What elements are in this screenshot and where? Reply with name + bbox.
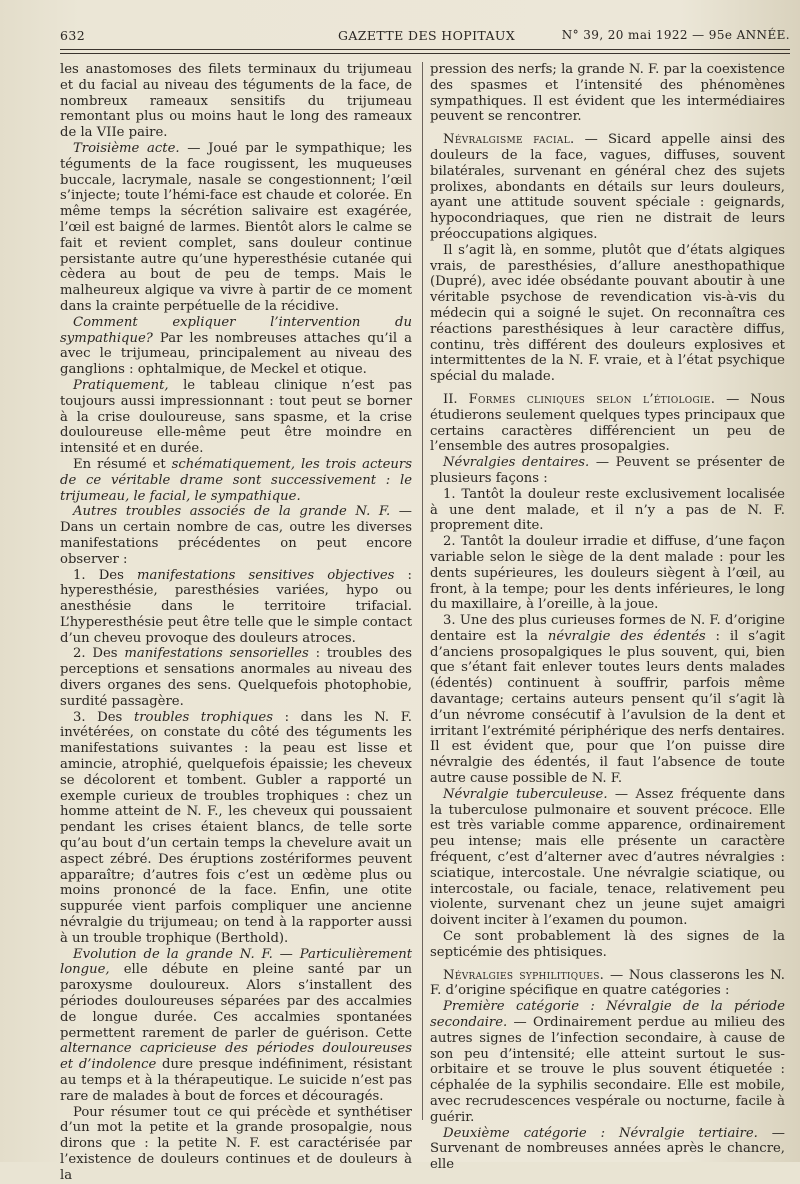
- list-item: 1. Des manifestations sensitives objectives : hyperesthésie, paresthésies variées, hypo ou anesthésie dans le territoire trifacial. L’hyperesthésie peut être telle que le simple contact d’un cheveu provoque des douleurs atroces.: [60, 567, 412, 646]
- header-rule-thin: [60, 53, 790, 54]
- paragraph: Pratiquement, le tableau clinique n’est pas toujours aussi impressionnant : tout peut se borner à la crise douloureuse, sans spasme, et la crise douloureuse elle-même peut être moindre en intensité et en durée.: [60, 377, 412, 457]
- section-heading-paragraph: II. Formes cliniques selon l’étiologie. — Nous étudierons seulement quelques types principaux que certains caractères différencient un peu de l’ensemble des autres prosopalgies.: [430, 391, 785, 455]
- paragraph: Autres troubles associés de la grande N. F. — Dans un certain nombre de cas, outre les diverses manifestations précédentes on peut encore observer :: [60, 504, 412, 567]
- column-divider: [422, 62, 423, 1120]
- list-item: 2. Des manifestations sensorielles : troubles des perceptions et sensations anormales au niveau des divers organes des sens. Quelquefois photophobie, surdité passagère.: [60, 646, 412, 709]
- paragraph: Deuxième catégorie : Névralgie tertiaire. — Survenant de nombreuses années après le chancre, elle: [430, 1125, 785, 1173]
- list-item: 3. Des troubles trophiques : dans les N. F. invétérées, on constate du côté des téguments les manifestations suivantes : la peau est lisse et amincie, atrophié, quelquefois épaissie; les cheveux se décolorent et tombent. Gubler a rapporté un exemple curieux de troubles trophiques : chez un homme atteint de N. F., les cheveux qui poussaient pendant les crises étaient blancs, de telle sorte qu’au bout d’un certain temps la chevelure avait un aspect zébré. Des éruptions zostériformes peuvent apparaître; d’autres fois c’est un œdème plus ou moins prononcé de la face. Enfin, une otite suppurée vient parfois compliquer une ancienne névralgie du trijumeau; on tend à la rapporter aussi à un trouble trophique (Berthold).: [60, 709, 412, 946]
- section-paragraph: Névralgies syphilitiques. — Nous classerons les N. F. d’origine spécifique en quatre catégories :: [430, 967, 785, 999]
- running-header: [60, 28, 790, 46]
- paragraph: Il s’agit là, en somme, plutôt que d’états algiques vrais, de paresthésies, d’allure anesthopathique (Dupré), avec idée obsédante pouvant aboutir à une véritable psychose de revendication vis-à-vis du médecin qui a soigné le sujet. On reconnaîtra ces réactions paresthésiques à leur caractère diffus, continu, très différent des douleurs explosives et intermittentes de la N. F. vraie, et à l’état psychique spécial du malade.: [430, 242, 785, 385]
- paragraph: Névralgies dentaires. — Peuvent se présenter de plusieurs façons :: [430, 455, 785, 486]
- list-item: 3. Une des plus curieuses formes de N. F. d’origine dentaire est la névralgie des édentés : il s’agit d’anciens prosopalgiques le plus souvent, qui, bien que s’étant fait enlever toutes leurs dents malades (édentés) continuent à souffrir, parfois même davantage; certains auteurs pensent qu’il s’agit là d’un névrome consécutif à l’avulsion de la dent et irritant l’extrémité périphérique des nerfs dentaires. Il est évident que, pour que l’on puisse dire névralgie des édentés, il faut l’absence de toute autre cause possible de N. F.: [430, 613, 785, 787]
- paragraph: Pour résumer tout ce qui précède et synthétiser d’un mot la petite et la grande prosopalgie, nous dirons que : la petite N. F. est caractérisée par l’existence de douleurs continues et de douleurs à la: [60, 1104, 412, 1183]
- paragraph: Névralgie tuberculeuse. — Assez fréquente dans la tuberculose pulmonaire et souvent précoce. Elle est très variable comme apparence, ordinairement peu intense; mais elle présente un caractère fréquent, c’est d’alterner avec d’autres névralgies : sciatique, intercostale. Une névralgie sciatique, ou intercostale, ou faciale, tenace, relativement peu violente, survenant chez un jeune sujet amaigri doivent inciter à l’examen du poumon.: [430, 786, 785, 929]
- right-column: [430, 62, 785, 1173]
- paragraph: Evolution de la grande N. F. — Particulièrement longue, elle débute en pleine santé par un paroxysme douloureux. Alors s’installent des périodes douloureuses séparées par des accalmies de longue durée. Ces accalmies spontanées permettent rarement de parler de guérison. Cette alternance capricieuse des périodes douloureuses et d’indolence dure presque indéfiniment, résistant au temps et à la thérapeutique. Le suicide n’est pas rare de malades à bout de forces et découragés.: [60, 946, 412, 1104]
- list-item: 2. Tantôt la douleur irradie et diffuse, d’une façon variable selon le siège de la dent malade : pour les dents supérieures, les douleurs siègent à l’œil, au front, à la tempe; pour les dents inférieures, le long du maxillaire, à l’oreille, à la joue.: [430, 534, 785, 613]
- paragraph: En résumé et schématiquement, les trois acteurs de ce véritable drame sont successivement : le trijumeau, le facial, le sympathique.: [60, 456, 412, 504]
- page-number: 632: [60, 28, 86, 43]
- paragraph: Comment expliquer l’intervention du sympathique? Par les nombreuses attaches qu’il a avec le trijumeau, principalement au niveau des ganglions : ophtalmique, de Meckel et otique.: [60, 314, 412, 378]
- issue-info: N° 39, 20 mai 1922 — 95e ANNÉE.: [561, 28, 790, 42]
- section-paragraph: Névralgisme facial. — Sicard appelle ainsi des douleurs de la face, vagues, diffuses, souvent bilatérales, survenant en général chez des sujets prolixes, abondants en détails sur leurs douleurs, ayant une attitude souvent spéciale : geignards, hypocondriaques, que rien ne distrait de leurs préoccupations algiques.: [430, 132, 785, 242]
- list-item: 1. Tantôt la douleur reste exclusivement localisée à une dent malade, et il n’y a pas de N. F. proprement dite.: [430, 486, 785, 534]
- left-column: [60, 62, 412, 1183]
- paragraph: les anastomoses des filets terminaux du trijumeau et du facial au niveau des téguments de la face, de nombreux rameaux sensitifs du trijumeau remontant plus ou moins haut le long des rameaux de la VIIe paire.: [60, 62, 412, 141]
- paragraph: Troisième acte. — Joué par le sympathique; les téguments de la face rougissent, les muqueuses buccale, lacrymale, nasale se congestionnent; l’œil s’injecte; toute l’hémi-face est chaude et colorée. En même temps la sécrétion salivaire est exagérée, l’œil est baigné de larmes. Bientôt alors le calme se fait et revient complet, sans douleur continue persistante autre qu’une hyperesthésie cutanée qui cèdera au bout de peu de temps. Mais le malheureux algique va vivre à partir de ce moment dans la crainte perpétuelle de la récidive.: [60, 140, 412, 314]
- paragraph: Première catégorie : Névralgie de la période secondaire. — Ordinairement perdue au milieu des autres signes de l’infection secondaire, à cause de son peu d’intensité; elle atteint surtout le sus-orbitaire et se trouve le plus souvent étiquetée : céphalée de la syphilis secondaire. Elle est mobile, avec recrudescences vespérale ou nocturne, facile à guérir.: [430, 999, 785, 1125]
- paragraph: Ce sont probablement là des signes de la septicémie des phtisiques.: [430, 929, 785, 960]
- paragraph: pression des nerfs; la grande N. F. par la coexistence des spasmes et l’intensité des phénomènes sympathiques. Il est évident que les intermédiaires peuvent se rencontrer.: [430, 62, 785, 125]
- header-rule-thick: [60, 49, 790, 50]
- journal-title: GAZETTE DES HOPITAUX: [338, 28, 516, 43]
